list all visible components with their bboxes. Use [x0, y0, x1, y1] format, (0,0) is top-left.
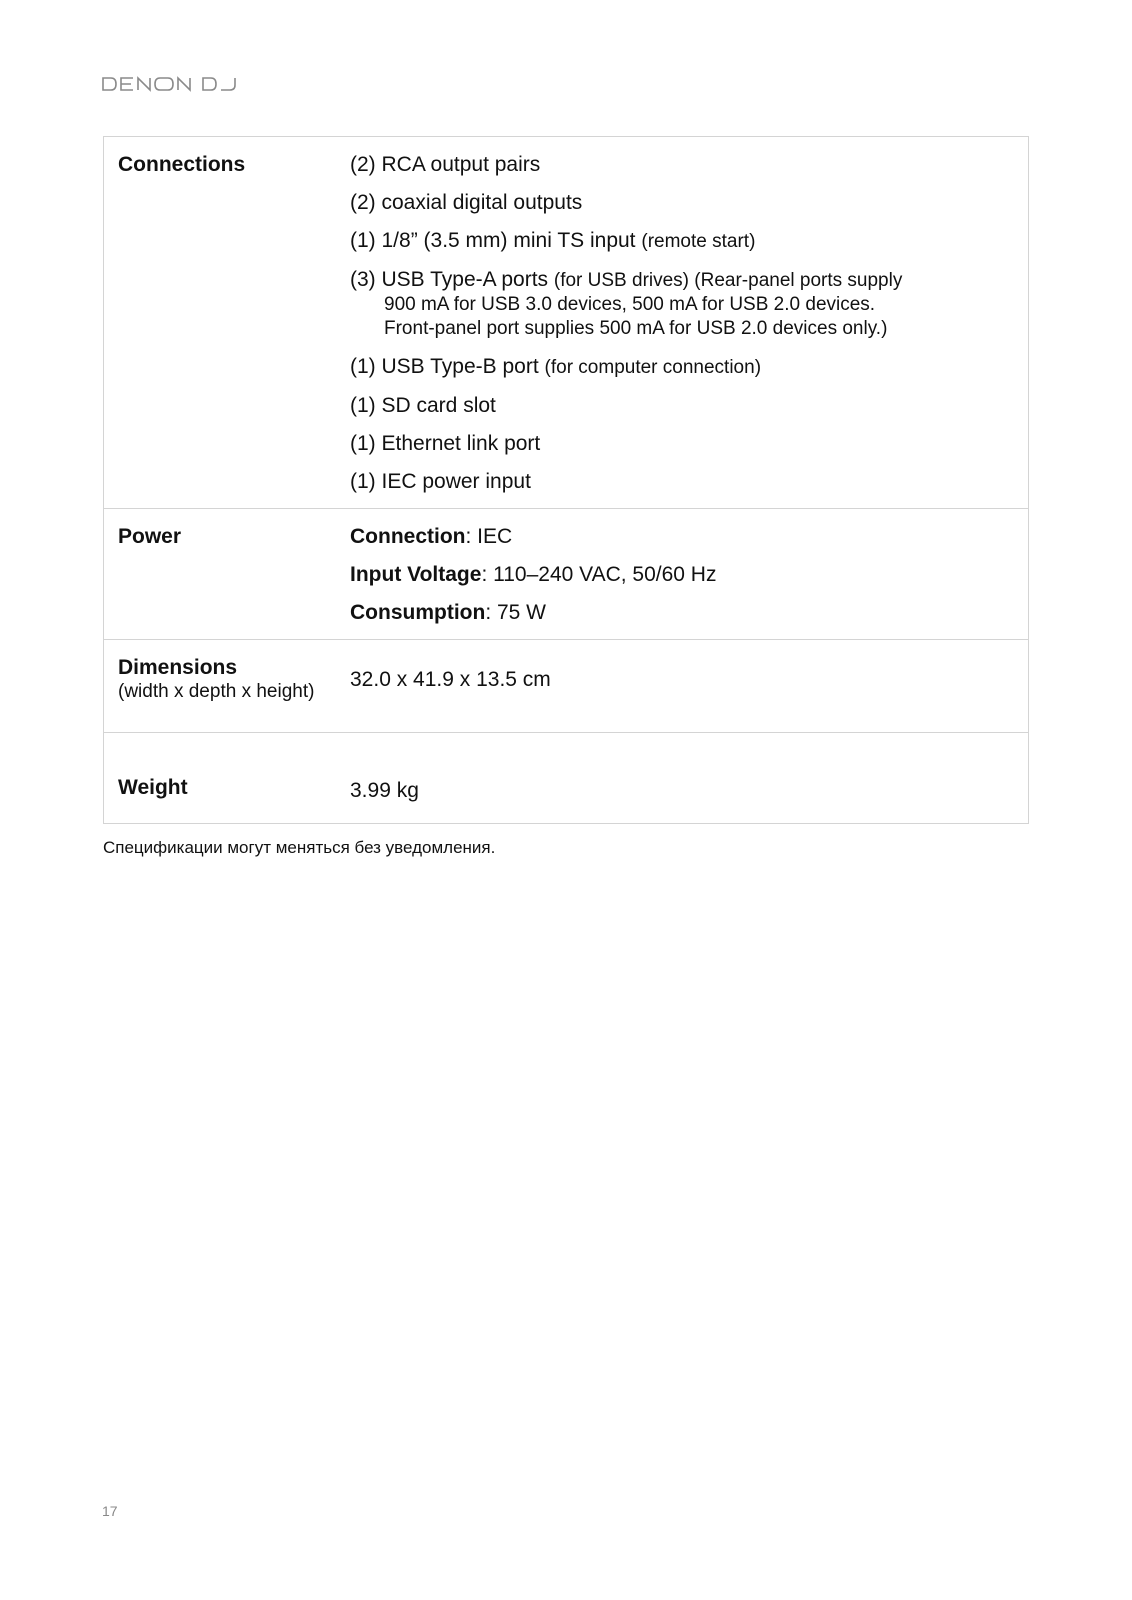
- specifications-disclaimer: Спецификации могут меняться без уведомления.: [103, 838, 496, 857]
- weight-values: [350, 733, 1028, 823]
- dimensions-label-cell: [104, 640, 350, 732]
- denon-dj-logo: [102, 76, 238, 94]
- power-row: [104, 508, 1028, 639]
- weight-value: 3.99 kg: [350, 779, 419, 802]
- dimensions-row: [104, 639, 1028, 732]
- coaxial-output-item: (2) coaxial digital outputs: [350, 191, 583, 214]
- denon-dj-logo-mark: [102, 76, 238, 92]
- input-voltage-item: [350, 563, 1028, 587]
- dimensions-values: [350, 640, 1028, 732]
- consumption-value: : 75 W: [485, 601, 546, 624]
- mini-ts-input-item: [350, 229, 1028, 254]
- page-number: 17: [102, 1503, 118, 1519]
- iec-power-input-item: (1) IEC power input: [350, 470, 531, 493]
- power-values: [350, 525, 1028, 639]
- input-voltage-value: : 110–240 VAC, 50/60 Hz: [481, 563, 717, 586]
- usb-type-a-note-line3: Front-panel port supplies 500 mA for USB 2.0 devices only.): [384, 318, 888, 339]
- connections-label: Connections: [118, 153, 246, 176]
- input-voltage-label: Input Voltage: [350, 563, 482, 586]
- power-connection-label: Connection: [350, 525, 466, 548]
- consumption-label: Consumption: [350, 601, 486, 624]
- usb-type-b-item: [350, 355, 1028, 380]
- connections-row: [104, 137, 1028, 508]
- usb-type-b-note: (for computer connection): [544, 357, 762, 378]
- usb-type-b-main: (1) USB Type-B port: [350, 355, 539, 378]
- dimensions-label: Dimensions: [118, 656, 238, 679]
- consumption-item: [350, 601, 1028, 625]
- usb-type-a-note-line2: 900 mA for USB 3.0 devices, 500 mA for USB 2.0 devices.: [384, 294, 876, 315]
- usb-type-a-main: (3) USB Type-A ports: [350, 268, 549, 291]
- usb-type-a-item: [350, 268, 1028, 341]
- rca-output-item: (2) RCA output pairs: [350, 153, 541, 176]
- mini-ts-input-main: (1) 1/8” (3.5 mm) mini TS input: [350, 229, 636, 252]
- power-label: Power: [118, 525, 182, 548]
- usb-type-a-note: (for USB drives) (Rear-panel ports supply: [553, 270, 903, 291]
- specifications-table: [103, 136, 1029, 824]
- dimensions-value: 32.0 x 41.9 x 13.5 cm: [350, 668, 551, 691]
- sd-card-slot-item: (1) SD card slot: [350, 394, 496, 417]
- weight-label: Weight: [118, 776, 188, 799]
- ethernet-port-item: (1) Ethernet link port: [350, 432, 541, 455]
- mini-ts-input-note: (remote start): [641, 231, 756, 252]
- weight-row: [104, 732, 1028, 823]
- power-connection-item: [350, 525, 1028, 549]
- power-connection-value: : IEC: [465, 525, 513, 548]
- connections-values: [350, 153, 1028, 494]
- dimensions-sublabel: (width x depth x height): [118, 681, 315, 702]
